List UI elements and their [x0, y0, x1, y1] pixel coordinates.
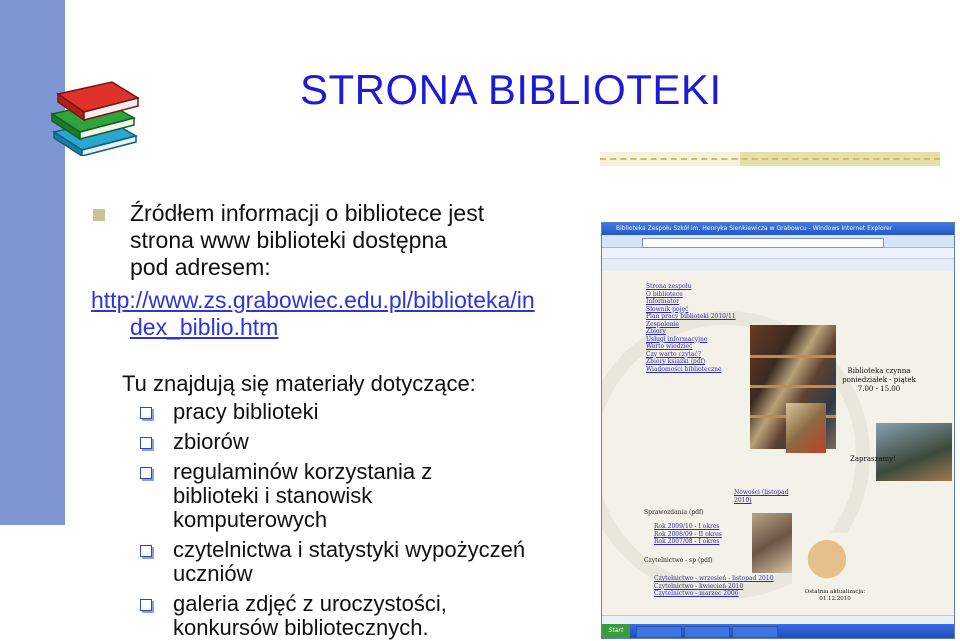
checkbox-icon	[140, 407, 152, 419]
list-item: galeria zdjęć z uroczystości, konkursów bibliotecznych.	[140, 592, 533, 640]
decorative-divider	[600, 152, 940, 166]
taskbar-item[interactable]	[636, 626, 682, 638]
checkbox-icon	[140, 545, 152, 557]
checkbox-icon	[140, 467, 152, 479]
report-link[interactable]: Rok 2007/08 - I okres	[654, 538, 720, 545]
nav-link[interactable]: O bibliotece	[646, 290, 683, 298]
library-url-link[interactable]	[91, 287, 571, 341]
materials-list	[140, 400, 580, 640]
list-item: czytelnictwa i statystyki wypożyczeń uczniów	[140, 538, 603, 586]
nav-link[interactable]: Zbiory książki (pdf)	[646, 358, 706, 365]
url-line-1[interactable]: http://www.zs.grabowiec.edu.pl/biblioteka/in	[91, 287, 535, 313]
reading-link[interactable]: Czytelnictwo - marzec 2006	[654, 590, 739, 597]
nav-link[interactable]: Słownik pojęć	[646, 305, 689, 313]
report-link[interactable]: Rok 2008/09 - II okres	[654, 530, 722, 538]
lead-text: Tu znajdują się materiały dotyczące:	[122, 371, 476, 396]
taskbar-item[interactable]	[732, 626, 778, 638]
reports-links	[654, 523, 722, 546]
nav-link[interactable]: Czy warto czytać?	[646, 350, 702, 358]
last-update: Ostatnia aktualizacja: 01.12.2010	[804, 589, 866, 602]
reading-links	[654, 575, 774, 598]
report-link[interactable]: Rok 2009/10 - I okres	[654, 523, 720, 530]
nav-link[interactable]: Zbiory	[646, 328, 666, 335]
list-item: regulaminów korzystania z biblioteki i stanowisk komputerowych	[140, 460, 483, 532]
windows-taskbar	[602, 624, 954, 638]
checkbox-icon	[140, 599, 152, 611]
nav-link[interactable]: Plan pracy biblioteki 2010/11	[646, 313, 736, 320]
intro-line: Źródłem informacji o bibliotece jest	[130, 200, 485, 226]
website-screenshot	[601, 222, 955, 639]
teddy-bear-image	[792, 533, 862, 591]
intro-line: strona www biblioteki dostępna	[130, 227, 448, 253]
reading-room-photo	[876, 423, 952, 481]
reading-link[interactable]: Czytelnictwo - wrzesień - listopad 2010	[654, 575, 774, 582]
list-item: zbiorów	[140, 430, 580, 454]
reading-link[interactable]: Czytelnictwo - kwiecień 2010	[654, 582, 744, 590]
intro-paragraph	[90, 200, 610, 281]
nav-link[interactable]: Informator	[646, 298, 680, 305]
reports-heading: Sprawozdania (pdf)	[644, 509, 704, 516]
children-photo	[752, 513, 792, 573]
taskbar-item[interactable]	[684, 626, 730, 638]
website-page	[602, 271, 954, 625]
list-item: pracy biblioteki	[140, 400, 580, 424]
books-stack-icon	[48, 76, 140, 156]
books-photo	[786, 403, 826, 453]
nav-link[interactable]: Usługi informacyjne	[646, 335, 708, 343]
url-line-2[interactable]: dex_biblio.htm	[130, 314, 279, 340]
welcome-text: Zapraszamy!	[850, 455, 896, 463]
intro-line: pod adresem:	[130, 254, 271, 280]
browser-address-bar	[602, 235, 954, 248]
nav-link[interactable]: Wiadomości biblioteczne	[646, 365, 722, 373]
browser-menu-bar	[602, 248, 954, 259]
browser-title-bar: Biblioteka Zespołu Szkół im. Henryka Sienkiewicza w Grabowcu - Windows Internet Explorer	[602, 223, 954, 235]
opening-hours: Biblioteka czynna poniedziałek - piątek 7.00 - 15.00	[842, 367, 916, 393]
nav-link[interactable]: Zespolenie	[646, 320, 680, 328]
news-link[interactable]: Nowości (listopad 2010)	[734, 489, 789, 504]
slide-title: STRONA BIBLIOTEKI	[300, 66, 722, 113]
checkbox-icon	[140, 437, 152, 449]
site-nav	[646, 283, 746, 373]
square-bullet-icon	[93, 209, 105, 221]
reading-heading: Czytelnictwo - sp (pdf)	[644, 557, 713, 564]
nav-link[interactable]: Warto wiedzieć	[646, 343, 693, 350]
nav-link[interactable]: Strona zespołu	[646, 283, 692, 290]
start-button[interactable]: Start	[602, 624, 630, 638]
